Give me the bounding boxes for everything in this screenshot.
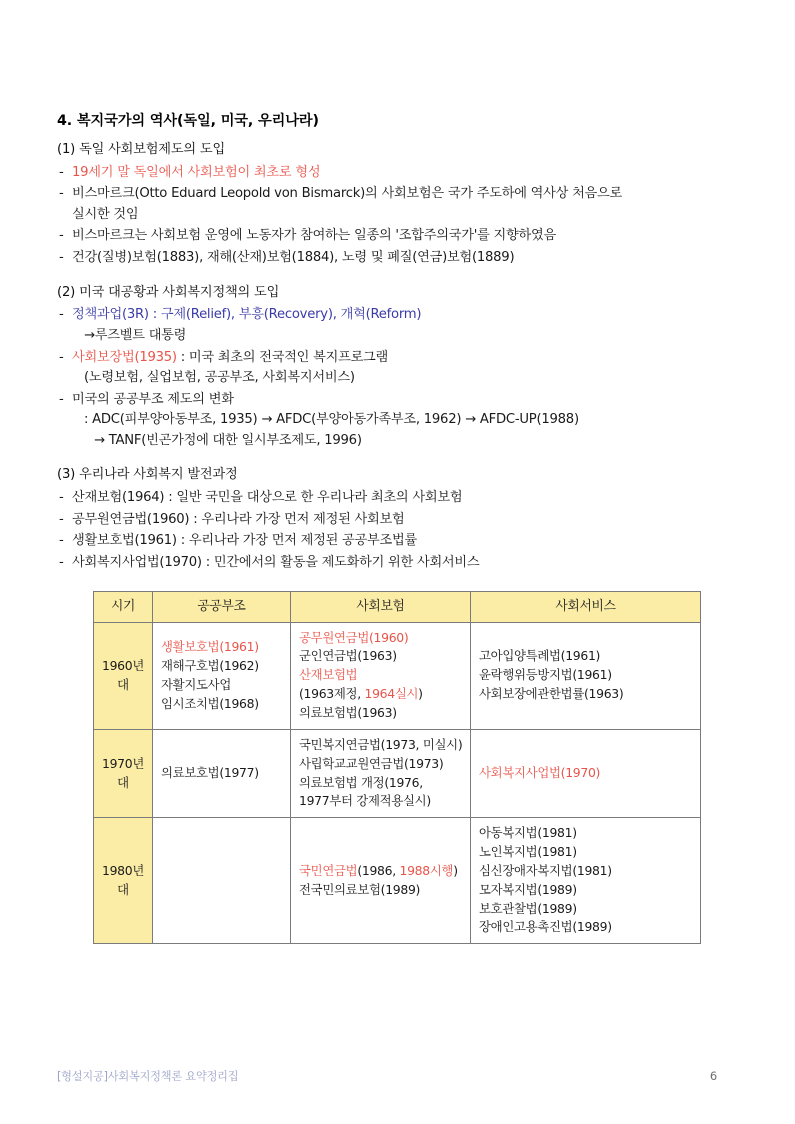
bullet-dash: -	[59, 555, 64, 571]
bullet-dash: -	[59, 228, 64, 244]
cell-public-assistance	[153, 818, 291, 944]
subsection-heading-3: (3) 우리나라 사회복지 발전과정	[57, 467, 238, 483]
cell-period: 1960년대	[94, 622, 153, 729]
cell-line: 군인연금법(1963)	[299, 648, 397, 664]
cell-line: 의료보호법(1977)	[161, 765, 259, 781]
cell-social-service	[471, 818, 701, 944]
cell-line: 보호관찰법(1989)	[479, 900, 577, 916]
cell-line: 모자복지법(1989)	[479, 881, 577, 897]
cell-line: 공무원연금법(1960)	[299, 629, 409, 645]
subsection-heading-2: (2) 미국 대공황과 사회복지정책의 도입	[57, 284, 280, 300]
welfare-history-table	[93, 591, 701, 945]
list-item-text: 건강(질병)보험(1883), 재해(산재)보험(1884), 노령 및 폐질(연금)보험(1889)	[72, 249, 515, 265]
column-header-period: 시기	[94, 591, 153, 622]
table-body	[94, 622, 701, 944]
cell-social-insurance	[291, 818, 471, 944]
bullet-dash: -	[59, 533, 64, 549]
cell-line: 아동복지법(1981)	[479, 825, 577, 841]
list-item-text: 사회복지사업법(1970) : 민간에서의 활동을 제도화하기 위한 사회서비스	[72, 555, 480, 571]
cell-line: 전국민의료보험(1989)	[299, 881, 421, 897]
column-header-social-insurance: 사회보험	[291, 591, 471, 622]
bullet-dash: -	[59, 391, 64, 407]
cell-social-service	[471, 622, 701, 729]
list-item	[57, 553, 717, 574]
bullet-dash: -	[59, 186, 64, 202]
cell-line: 국민연금법(1986, 1988시행)	[299, 862, 458, 878]
list-item	[57, 163, 717, 184]
section-block-3	[57, 465, 717, 573]
page-footer	[57, 1068, 717, 1084]
list-item	[57, 348, 717, 389]
bullet-dash: -	[59, 511, 64, 527]
bullet-list-2	[57, 305, 717, 451]
bullet-list-1	[57, 163, 717, 269]
cell-public-assistance	[153, 729, 291, 817]
list-item-text: 생활보호법(1961) : 우리나라 가장 먼저 제정된 공공부조법률	[72, 533, 417, 549]
list-item-continuation: →루즈벨트 대통령	[84, 327, 187, 343]
bullet-dash: -	[59, 164, 64, 180]
page-title: 4. 복지국가의 역사(독일, 미국, 우리나라)	[57, 113, 319, 129]
page-number: 6	[709, 1069, 717, 1083]
column-header-social-service: 사회서비스	[471, 591, 701, 622]
list-item-continuation: : ADC(피부양아동부조, 1935) → AFDC(부양아동가족부조, 1962) → AFDC-UP(1988)	[84, 412, 579, 428]
list-item	[57, 531, 717, 552]
bullet-dash: -	[59, 349, 64, 365]
cell-line: 생활보호법(1961)	[161, 639, 259, 655]
list-item-text: 비스마르크는 사회보험 운영에 노동자가 참여하는 일종의 '조합주의국가'를 지향하였음	[72, 228, 556, 244]
cell-period: 1980년대	[94, 818, 153, 944]
bullet-dash: -	[59, 490, 64, 506]
cell-line: 심신장애자복지법(1981)	[479, 862, 612, 878]
section-block-2	[57, 283, 717, 452]
cell-line: 사립학교교원연금법(1973)	[299, 755, 444, 771]
history-table-wrapper	[57, 591, 717, 945]
list-item-text: 산재보험(1964) : 일반 국민을 대상으로 한 우리나라 최초의 사회보험	[72, 490, 463, 506]
cell-line: 재해구호법(1962)	[161, 657, 259, 673]
cell-line: (1963제정, 1964실시)	[299, 686, 423, 702]
cell-line: 의료보험법 개정(1976,	[299, 774, 423, 790]
column-header-public-assistance: 공공부조	[153, 591, 291, 622]
section-block-1	[57, 140, 717, 269]
cell-line: 장애인고용촉진법(1989)	[479, 919, 612, 935]
cell-line: 1977부터 강제적용실시)	[299, 793, 431, 809]
cell-social-service	[471, 729, 701, 817]
list-item-text: 공무원연금법(1960) : 우리나라 가장 먼저 제정된 사회보험	[72, 511, 405, 527]
list-item	[57, 510, 717, 531]
table-row	[94, 622, 701, 729]
cell-line: 국민복지연금법(1973, 미실시)	[299, 736, 463, 752]
list-item	[57, 488, 717, 509]
list-item	[57, 390, 717, 452]
bullet-list-3	[57, 488, 717, 573]
list-item-continuation: 실시한 것임	[72, 206, 139, 222]
list-item-text: : 미국 최초의 전국적인 복지프로그램	[176, 349, 389, 365]
cell-line: 산재보험법	[299, 667, 358, 683]
list-item	[57, 305, 717, 346]
list-item-text: 19세기 말 독일에서 사회보험이 최초로 형성	[72, 164, 321, 180]
table-header-row	[94, 591, 701, 622]
cell-social-insurance	[291, 622, 471, 729]
list-item	[57, 248, 717, 269]
list-item-text-highlight: 사회보장법(1935)	[72, 349, 177, 365]
subsection-heading-1: (1) 독일 사회보험제도의 도입	[57, 141, 225, 157]
footer-source: [형설지공]사회복지정책론 요약정리집	[57, 1070, 239, 1083]
cell-line: 사회보장에관한법률(1963)	[479, 686, 624, 702]
bullet-dash: -	[59, 249, 64, 265]
list-item	[57, 226, 717, 247]
list-item-continuation-2: → TANF(빈곤가정에 대한 일시부조제도, 1996)	[94, 432, 362, 448]
cell-line: 노인복지법(1981)	[479, 844, 577, 860]
list-item-text: 비스마르크(Otto Eduard Leopold von Bismarck)의 사회보험은 국가 주도하에 역사상 처음으로	[72, 186, 623, 202]
list-item-text: 미국의 공공부조 제도의 변화	[72, 391, 234, 407]
cell-public-assistance	[153, 622, 291, 729]
table-row	[94, 818, 701, 944]
table-row	[94, 729, 701, 817]
list-item-continuation: (노령보험, 실업보험, 공공부조, 사회복지서비스)	[84, 370, 355, 386]
cell-social-insurance	[291, 729, 471, 817]
cell-line: 자활지도사업	[161, 676, 232, 692]
list-item	[57, 184, 717, 225]
cell-line: 사회복지사업법(1970)	[479, 765, 601, 781]
list-item-text: 정책과업(3R) : 구제(Relief), 부흥(Recovery), 개혁(Reform)	[72, 307, 422, 323]
cell-period: 1970년대	[94, 729, 153, 817]
bullet-dash: -	[59, 307, 64, 323]
cell-line: 임시조치법(1968)	[161, 695, 259, 711]
cell-line: 의료보험법(1963)	[299, 705, 397, 721]
cell-line: 윤락행위등방지법(1961)	[479, 667, 612, 683]
cell-line: 고아입양특례법(1961)	[479, 648, 601, 664]
page-content	[57, 113, 717, 944]
